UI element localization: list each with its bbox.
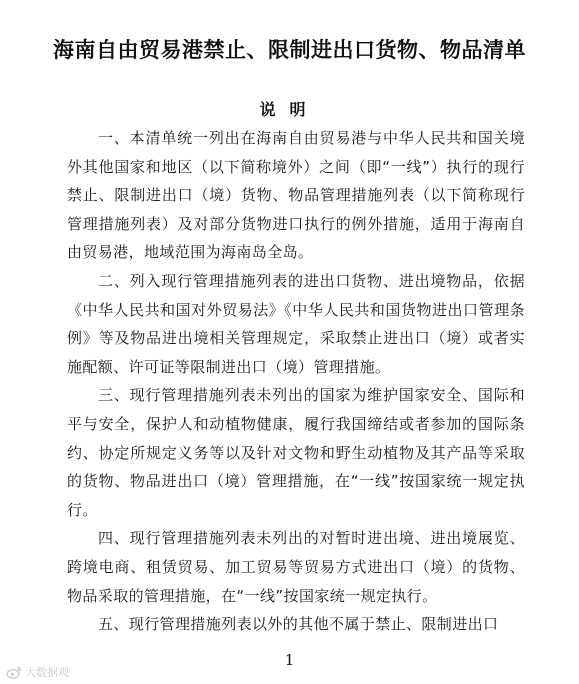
paragraph-4: 四、现行管理措施列表未列出的对暂时进出境、进出境展览、跨境电商、租赁贸易、加工贸易等贸易方式进出口（境）的货物、物品采取的管理措施，在“一线”按国家统一规定执行。	[67, 529, 525, 605]
section-heading: 说明	[259, 100, 320, 119]
document-body	[67, 124, 525, 639]
paragraph-5: 五、现行管理措施列表以外的其他不属于禁止、限制进出口	[98, 615, 499, 634]
weibo-logo-icon	[6, 665, 22, 679]
paragraph-2: 二、列入现行管理措施列表的进出口货物、进出境物品，依据《中华人民共和国对外贸易法》《中华人民共和国货物进出口管理条例》等及物品进出境相关管理规定，采取禁止进出口（境）或者实施配额、许可证等限制进出口（境）管理措施。	[67, 271, 525, 376]
page-number: 1	[284, 651, 295, 669]
watermark-text: 大数据观	[25, 666, 69, 679]
document-title: 海南自由贸易港禁止、限制进出口货物、物品清单	[53, 38, 526, 62]
watermark	[6, 664, 69, 680]
paragraph-1: 一、本清单统一列出在海南自由贸易港与中华人民共和国关境外其他国家和地区（以下简称境外）之间（即“一线”）执行的现行禁止、限制进出口（境）货物、物品管理措施列表（以下简称现行管理措施列表）及对部分货物进口执行的例外措施，适用于海南自由贸易港，地域范围为海南岛全岛。	[67, 129, 525, 262]
paragraph-3: 三、现行管理措施列表未列出的国家为维护国家安全、国际和平与安全，保护人和动植物健康，履行我国缔结或者参加的国际条约、协定所规定义务等以及针对文物和野生动植物及其产品等采取的货物、物品进出口（境）管理措施，在“一线”按国家统一规定执行。	[67, 386, 525, 519]
